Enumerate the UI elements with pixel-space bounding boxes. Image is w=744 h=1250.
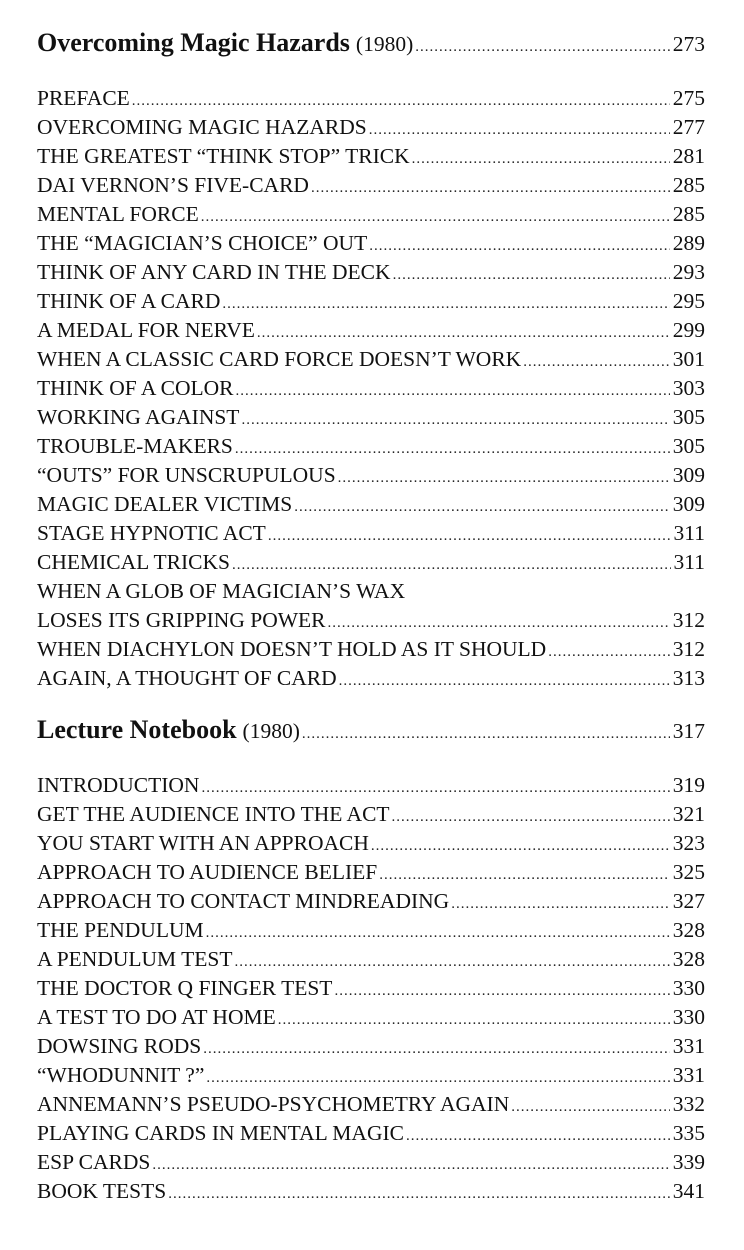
toc-entry[interactable] <box>37 1032 705 1061</box>
dot-leader <box>241 406 669 435</box>
entry-page-number: 295 <box>672 289 705 313</box>
entry-page-number: 341 <box>672 1179 705 1203</box>
dot-leader <box>203 1035 670 1064</box>
entry-title: APPROACH TO CONTACT MINDREADING <box>37 889 450 913</box>
toc-entry[interactable] <box>37 84 705 113</box>
toc-entry[interactable] <box>37 829 705 858</box>
dot-leader <box>415 30 670 64</box>
entry-title: APPROACH TO AUDIENCE BELIEF <box>37 860 378 884</box>
toc-entry[interactable] <box>37 858 705 887</box>
dot-leader <box>523 348 670 377</box>
entry-title: THE DOCTOR Q FINGER TEST <box>37 976 333 1000</box>
entry-page-number: 330 <box>672 1005 705 1029</box>
entry-page-number: 309 <box>672 492 705 516</box>
toc-entry[interactable] <box>37 974 705 1003</box>
dot-leader <box>235 948 670 977</box>
entry-title: STAGE HYPNOTIC ACT <box>37 521 266 545</box>
entry-title: GET THE AUDIENCE INTO THE ACT <box>37 802 390 826</box>
entry-title: THE PENDULUM <box>37 918 204 942</box>
toc-entry[interactable] <box>37 316 705 345</box>
entry-page-number: 309 <box>672 463 705 487</box>
entry-page-number: 293 <box>672 260 705 284</box>
toc-entry[interactable] <box>37 200 705 229</box>
toc-entry[interactable] <box>37 606 705 635</box>
entry-title: A PENDULUM TEST <box>37 947 233 971</box>
dot-leader <box>369 116 670 145</box>
dot-leader <box>451 890 670 919</box>
entry-title: DOWSING RODS <box>37 1034 202 1058</box>
toc-entry[interactable] <box>37 403 705 432</box>
entry-page-number: 312 <box>672 608 705 632</box>
section-heading[interactable] <box>37 713 705 747</box>
section-page-number: 273 <box>672 32 705 56</box>
toc-entry[interactable] <box>37 1061 705 1090</box>
entry-page-number: 277 <box>672 115 705 139</box>
entry-page-number: 332 <box>672 1092 705 1116</box>
entry-title: THINK OF A COLOR <box>37 376 234 400</box>
section-year: (1980) <box>242 719 300 743</box>
dot-leader <box>328 609 670 638</box>
entry-page-number: 323 <box>672 831 705 855</box>
toc-entry[interactable] <box>37 771 705 800</box>
toc-entry[interactable] <box>37 113 705 142</box>
dot-leader <box>371 832 670 861</box>
section-title: Overcoming Magic Hazards <box>37 28 350 57</box>
toc-entry[interactable] <box>37 945 705 974</box>
dot-leader <box>278 1006 670 1035</box>
toc-entry[interactable] <box>37 374 705 403</box>
entry-page-number: 313 <box>672 666 705 690</box>
toc-entry[interactable] <box>37 345 705 374</box>
toc-entry[interactable] <box>37 887 705 916</box>
entry-page-number: 325 <box>672 860 705 884</box>
toc-entry[interactable] <box>37 916 705 945</box>
entry-page-number: 289 <box>672 231 705 255</box>
dot-leader <box>339 667 670 696</box>
toc-entry[interactable] <box>37 1119 705 1148</box>
entry-page-number: 311 <box>673 550 705 574</box>
entry-title: TROUBLE-MAKERS <box>37 434 233 458</box>
entry-page-number: 330 <box>672 976 705 1000</box>
entry-title: “WHODUNNIT ?” <box>37 1063 205 1087</box>
entry-title: MENTAL FORCE <box>37 202 199 226</box>
toc-entry[interactable] <box>37 287 705 316</box>
section-page-number: 317 <box>672 719 705 743</box>
entry-page-number: 319 <box>672 773 705 797</box>
entry-page-number: 339 <box>672 1150 705 1174</box>
entry-title: THINK OF A CARD <box>37 289 221 313</box>
dot-leader <box>152 1151 669 1180</box>
dot-leader <box>232 551 671 580</box>
entry-title: MAGIC DEALER VICTIMS <box>37 492 293 516</box>
entry-page-number: 312 <box>672 637 705 661</box>
dot-leader <box>338 464 670 493</box>
entry-title: CHEMICAL TRICKS <box>37 550 230 574</box>
dot-leader <box>201 774 669 803</box>
toc-entry[interactable] <box>37 548 705 577</box>
entry-title: OVERCOMING MAGIC HAZARDS <box>37 115 367 139</box>
toc-entry[interactable] <box>37 229 705 258</box>
toc-entry[interactable] <box>37 258 705 287</box>
dot-leader <box>311 174 670 203</box>
toc-entry[interactable] <box>37 171 705 200</box>
entry-page-number: 281 <box>672 144 705 168</box>
entry-title: LOSES ITS GRIPPING POWER <box>37 608 326 632</box>
entry-title: THE “MAGICIAN’S CHOICE” OUT <box>37 231 368 255</box>
entry-page-number: 328 <box>672 918 705 942</box>
entry-page-number: 321 <box>672 802 705 826</box>
entry-title: WHEN DIACHYLON DOESN’T HOLD AS IT SHOULD <box>37 637 547 661</box>
dot-leader <box>236 377 670 406</box>
entry-title: AGAIN, A THOUGHT OF CARD <box>37 666 337 690</box>
entry-title: A MEDAL FOR NERVE <box>37 318 255 342</box>
dot-leader <box>412 145 670 174</box>
section-title: Lecture Notebook <box>37 715 237 744</box>
dot-leader <box>222 290 669 319</box>
entry-page-number: 305 <box>672 405 705 429</box>
toc-entry[interactable] <box>37 1090 705 1119</box>
dot-leader <box>132 87 670 116</box>
entry-title: THE GREATEST “THINK STOP” TRICK <box>37 144 410 168</box>
dot-leader <box>206 919 670 948</box>
dot-leader <box>369 232 670 261</box>
entry-title: WHEN A GLOB OF MAGICIAN’S WAX <box>37 579 406 603</box>
toc-entry[interactable] <box>37 664 705 693</box>
entry-page-number: 311 <box>673 521 705 545</box>
entry-page-number: 331 <box>672 1034 705 1058</box>
dot-leader <box>334 977 669 1006</box>
toc-entry[interactable] <box>37 142 705 171</box>
section-year: (1980) <box>355 32 414 56</box>
entry-page-number: 275 <box>672 86 705 110</box>
entry-title: WHEN A CLASSIC CARD FORCE DOESN’T WORK <box>37 347 522 371</box>
dot-leader <box>379 861 669 890</box>
entry-title: INTRODUCTION <box>37 773 200 797</box>
dot-leader <box>406 1122 670 1151</box>
dot-leader <box>201 203 670 232</box>
entry-title: PREFACE <box>37 86 130 110</box>
dot-leader <box>548 638 670 667</box>
entry-title: DAI VERNON’S FIVE-CARD <box>37 173 309 197</box>
entry-title: A TEST TO DO AT HOME <box>37 1005 276 1029</box>
entry-title: BOOK TESTS <box>37 1179 167 1203</box>
entry-title: ESP CARDS <box>37 1150 151 1174</box>
toc-entry[interactable] <box>37 519 705 548</box>
entry-title: ANNEMANN’S PSEUDO-PSYCHOMETRY AGAIN <box>37 1092 510 1116</box>
dot-leader <box>302 717 670 751</box>
entry-page-number: 285 <box>672 202 705 226</box>
toc-entry[interactable] <box>37 1148 705 1177</box>
toc-entry[interactable] <box>37 577 705 606</box>
dot-leader <box>206 1064 669 1093</box>
dot-leader <box>392 803 670 832</box>
toc-entry[interactable] <box>37 490 705 519</box>
dot-leader <box>294 493 670 522</box>
entry-title: “OUTS” FOR UNSCRUPULOUS <box>37 463 336 487</box>
toc-entry[interactable] <box>37 800 705 829</box>
entry-page-number: 328 <box>672 947 705 971</box>
entry-page-number: 299 <box>672 318 705 342</box>
entry-page-number: 327 <box>672 889 705 913</box>
entry-page-number: 303 <box>672 376 705 400</box>
toc-entry[interactable] <box>37 461 705 490</box>
entry-page-number: 331 <box>672 1063 705 1087</box>
dot-leader <box>257 319 670 348</box>
entry-page-number: 335 <box>672 1121 705 1145</box>
toc-entry[interactable] <box>37 432 705 461</box>
toc-entry[interactable] <box>37 1003 705 1032</box>
dot-leader <box>235 435 670 464</box>
entry-page-number: 285 <box>672 173 705 197</box>
table-of-contents <box>37 26 705 1206</box>
dot-leader <box>168 1180 670 1209</box>
toc-entry[interactable] <box>37 635 705 664</box>
entry-title: WORKING AGAINST <box>37 405 240 429</box>
dot-leader <box>393 261 670 290</box>
dot-leader <box>268 522 671 551</box>
dot-leader <box>511 1093 670 1122</box>
entry-page-number: 301 <box>672 347 705 371</box>
toc-entry[interactable] <box>37 1177 705 1206</box>
entry-title: THINK OF ANY CARD IN THE DECK <box>37 260 391 284</box>
section-heading[interactable] <box>37 26 705 60</box>
entry-title: PLAYING CARDS IN MENTAL MAGIC <box>37 1121 404 1145</box>
entry-title: YOU START WITH AN APPROACH <box>37 831 369 855</box>
entry-page-number: 305 <box>672 434 705 458</box>
